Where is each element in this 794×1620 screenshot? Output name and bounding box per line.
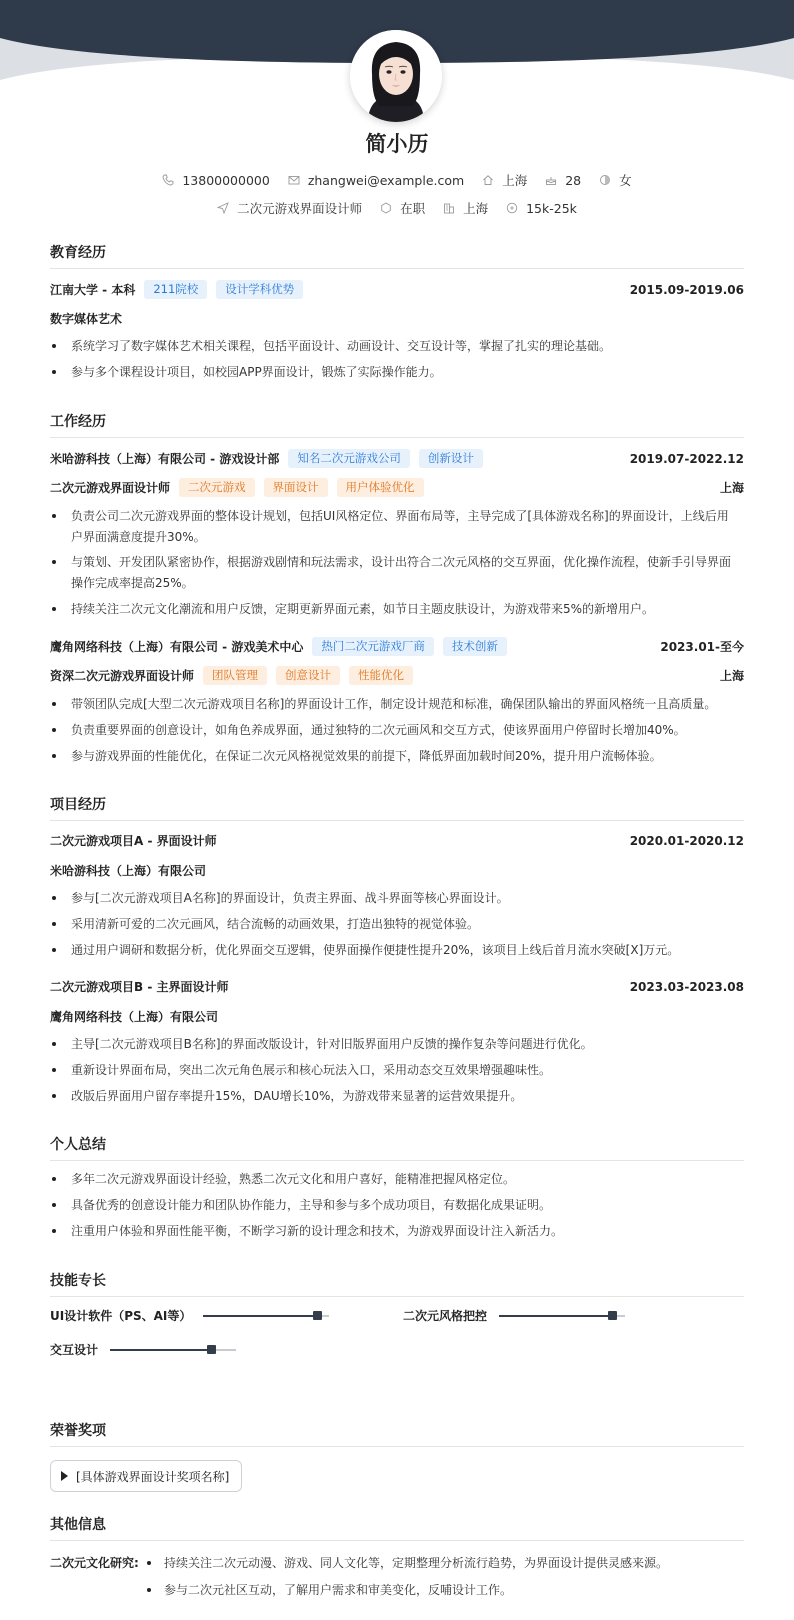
intent-position: 二次元游戏界面设计师 — [217, 199, 362, 217]
company-tag: 热门二次元游戏厂商 — [312, 637, 434, 656]
skill-item — [50, 1341, 236, 1358]
gender-icon — [599, 174, 611, 186]
role-tag: 创意设计 — [276, 666, 340, 685]
section-title-honors: 荣誉奖项 — [50, 1420, 744, 1447]
section-title-skills: 技能专长 — [50, 1270, 744, 1297]
section-title-other: 其他信息 — [50, 1514, 744, 1541]
skill-item — [403, 1307, 625, 1324]
home-icon — [482, 174, 494, 186]
role-tag: 界面设计 — [264, 478, 328, 497]
list-item: 通过用户调研和数据分析，优化界面交互逻辑，使界面操作便捷性提升20%，该项目上线后首月流水突破[X]万元。 — [50, 940, 740, 961]
job-role: 二次元游戏界面设计师 — [50, 481, 171, 495]
profile-photo — [350, 30, 442, 122]
contact-email: zhangwei@example.com — [288, 173, 464, 188]
intent-status: 在职 — [380, 199, 425, 217]
job-role-row — [50, 478, 744, 497]
section-title-projects: 项目经历 — [50, 794, 744, 821]
major: 数字媒体艺术 — [50, 312, 123, 326]
list-item: 与策划、开发团队紧密协作，根据游戏剧情和玩法需求，设计出符合二次元风格的交互界面，优化操作流程，使新手引导界面操作完成率提高25%。 — [50, 552, 740, 594]
skill-level-knob — [207, 1345, 216, 1354]
job-header — [50, 637, 744, 656]
list-item: 持续关注二次元文化潮流和用户反馈，定期更新界面元素，如节日主题皮肤设计，为游戏带来5%的新增用户。 — [50, 599, 740, 620]
candidate-name: 简小历 — [365, 132, 429, 156]
other-label: 二次元文化研究: — [50, 1556, 139, 1570]
skill-level-knob — [313, 1311, 322, 1320]
avatar — [350, 30, 442, 122]
job-city: 上海 — [719, 669, 744, 683]
company-tag: 知名二次元游戏公司 — [288, 449, 410, 468]
intent-city: 上海 — [443, 199, 488, 217]
skill-level-bar — [110, 1349, 236, 1351]
list-item: 带领团队完成[大型二次元游戏项目名称]的界面设计工作，制定设计规范和标准，确保团队输出的界面风格统一且高质量。 — [50, 694, 740, 715]
job-date: 2023.01-至今 — [660, 640, 744, 654]
list-item: 系统学习了数字媒体艺术相关课程，包括平面设计、动画设计、交互设计等，掌握了扎实的理论基础。 — [50, 336, 740, 357]
school-tag: 设计学科优势 — [216, 280, 303, 299]
contact-row — [0, 171, 794, 189]
project-header — [50, 978, 744, 995]
role-tag: 二次元游戏 — [179, 478, 255, 497]
contact-city: 上海 — [482, 171, 527, 189]
project-company-row — [50, 862, 744, 879]
list-item: 主导[二次元游戏项目B名称]的界面改版设计，针对旧版界面用户反馈的操作复杂等问题进行优化。 — [50, 1034, 740, 1055]
contact-gender: 女 — [599, 171, 632, 189]
mail-icon — [288, 174, 300, 186]
education-major-row — [50, 310, 744, 327]
cake-icon — [545, 174, 557, 186]
job-role: 资深二次元游戏界面设计师 — [50, 669, 195, 683]
project-company: 鹰角网络科技（上海）有限公司 — [50, 1010, 219, 1024]
play-icon — [61, 1471, 68, 1481]
project-date: 2020.01-2020.12 — [629, 833, 744, 848]
project-name: 二次元游戏项目A - 界面设计师 — [50, 834, 217, 848]
list-item: 重新设计界面布局，突出二次元角色展示和核心玩法入口，采用动态交互效果增强趣味性。 — [50, 1060, 740, 1081]
phone-icon — [162, 174, 174, 186]
skill-name: 二次元风格把控 — [403, 1309, 488, 1323]
skill-name: 交互设计 — [50, 1343, 99, 1357]
skill-level-knob — [608, 1311, 617, 1320]
skill-level-bar — [203, 1315, 329, 1317]
company-tag: 创新设计 — [419, 449, 483, 468]
project-company: 米哈游科技（上海）有限公司 — [50, 864, 207, 878]
skill-name: UI设计软件（PS、AI等） — [50, 1309, 192, 1323]
list-item: 负责公司二次元游戏界面的整体设计规划，包括UI风格定位、界面布局等，主导完成了[具体游戏名称]的界面设计，上线后用户界面满意度提升30%。 — [50, 506, 740, 548]
skill-item — [50, 1307, 329, 1324]
list-item: 参与游戏界面的性能优化，在保证二次元风格视觉效果的前提下，降低界面加载时间20%，提升用户流畅体验。 — [50, 746, 740, 767]
school-name: 江南大学 - 本科 — [50, 283, 136, 297]
list-item: 持续关注二次元动漫、游戏、同人文化等，定期整理分析流行趋势，为界面设计提供灵感来源。 — [145, 1553, 745, 1574]
intent-salary: 15k-25k — [506, 201, 577, 216]
list-item: 采用清新可爱的二次元画风，结合流畅的动画效果，打造出独特的视觉体验。 — [50, 914, 740, 935]
list-item: 参与[二次元游戏项目A名称]的界面设计，负责主界面、战斗界面等核心界面设计。 — [50, 888, 740, 909]
award-toggle[interactable] — [50, 1460, 242, 1492]
project-header — [50, 832, 744, 849]
contact-phone: 13800000000 — [162, 173, 269, 188]
role-tag: 团队管理 — [203, 666, 267, 685]
status-icon — [380, 202, 392, 214]
send-icon — [217, 202, 229, 214]
education-date: 2015.09-2019.06 — [629, 282, 744, 297]
list-item: 负责重要界面的创意设计，如角色养成界面，通过独特的二次元画风和交互方式，使该界面用户停留时长增加40%。 — [50, 720, 740, 741]
job-date: 2019.07-2022.12 — [629, 451, 744, 466]
contact-age: 28 — [545, 173, 581, 188]
list-item: 多年二次元游戏界面设计经验，熟悉二次元文化和用户喜好，能精准把握风格定位。 — [50, 1169, 740, 1190]
list-item: 具备优秀的创意设计能力和团队协作能力，主导和参与多个成功项目，有数据化成果证明。 — [50, 1195, 740, 1216]
list-item: 参与二次元社区互动，了解用户需求和审美变化，反哺设计工作。 — [145, 1580, 745, 1601]
job-header — [50, 449, 744, 468]
section-title-work: 工作经历 — [50, 411, 744, 438]
project-name: 二次元游戏项目B - 主界面设计师 — [50, 980, 229, 994]
list-item: 改版后界面用户留存率提升15%，DAU增长10%，为游戏带来显著的运营效果提升。 — [50, 1086, 740, 1107]
job-role-row — [50, 666, 744, 685]
list-item: 注重用户体验和界面性能平衡，不断学习新的设计理念和技术，为游戏界面设计注入新活力。 — [50, 1221, 740, 1242]
section-title-summary: 个人总结 — [50, 1134, 744, 1161]
company-tag: 技术创新 — [443, 637, 507, 656]
section-title-education: 教育经历 — [50, 242, 744, 269]
role-tag: 性能优化 — [349, 666, 413, 685]
skill-level-bar — [499, 1315, 625, 1317]
job-city: 上海 — [719, 481, 744, 495]
award-name: [具体游戏界面设计奖项名称] — [76, 1469, 230, 1484]
project-date: 2023.03-2023.08 — [629, 979, 744, 994]
project-company-row — [50, 1008, 744, 1025]
list-item: 参与多个课程设计项目，如校园APP界面设计，锻炼了实际操作能力。 — [50, 362, 740, 383]
company-name: 米哈游科技（上海）有限公司 - 游戏设计部 — [50, 452, 280, 466]
intent-row — [0, 199, 794, 217]
building-icon — [443, 202, 455, 214]
role-tag: 用户体验优化 — [337, 478, 424, 497]
salary-icon — [506, 202, 518, 214]
school-tag: 211院校 — [144, 280, 207, 299]
education-header — [50, 280, 744, 299]
company-name: 鹰角网络科技（上海）有限公司 - 游戏美术中心 — [50, 640, 304, 654]
